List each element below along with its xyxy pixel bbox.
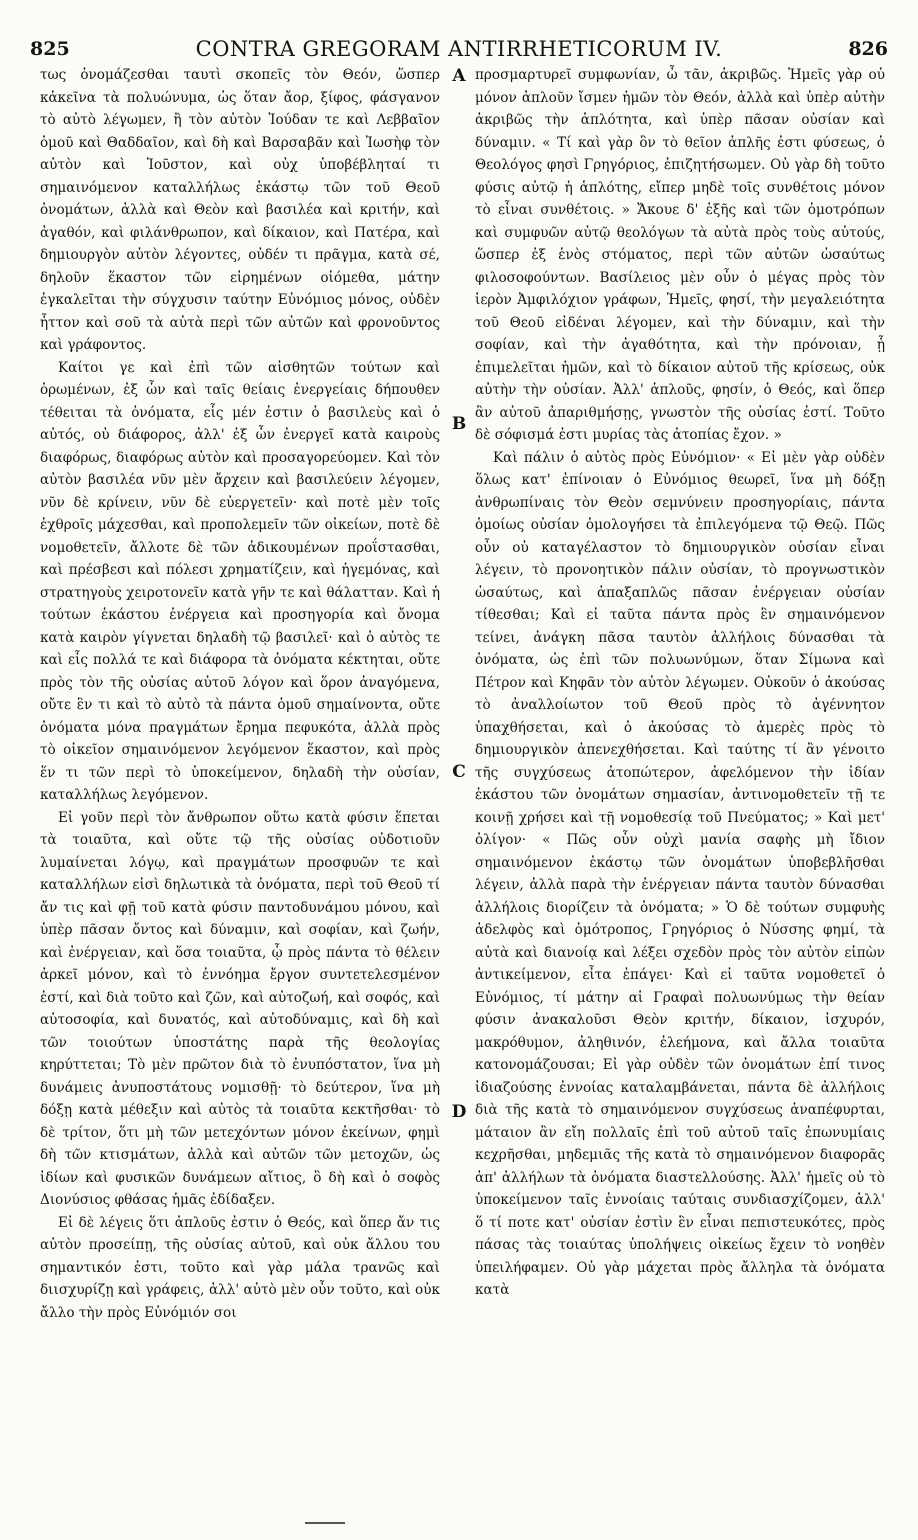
right-paragraph-1: προσμαρτυρεῖ συμφωνίαν, ὦ τᾶν, ἀκριβῶς. Ἡμεῖς γὰρ οὐ μόνον ἁπλοῦν ἴσμεν ἡμῶν τὸν Θεόν, ἀλλὰ καὶ ὑπὲρ αὐτὴν ἀκριβῶς τὴν ἁπλότητα, καὶ ὑπὲρ πᾶσαν οὐσίαν καὶ δύναμιν. « Τί καὶ γὰρ ὃν τὸ θεῖον ἁπλῆς ἐστι φύσεως, ὁ Θεολόγος φησὶ Γρηγόριος, ἐπιζητήσωμεν. Οὐ γὰρ δὴ τοῦτο φύσις αὐτῷ ἡ ἁπλότης, εἴπερ μηδὲ τοῖς συνθέτοις μόνον τὸ εἶναι συνθέτοις. » Ἄκουε δ' ἑξῆς καὶ τῶν ὁμοτρόπων καὶ συμφυῶν αὐτῷ θεολόγων τὰ αὐτὰ πρὸς τοὺς αὐτούς, ὥσπερ ἐξ ἑνὸς στόματος, περὶ τῶν αὐτῶν ὡσαύτως φιλοσοφούντων. Βασίλειος μὲν οὖν ὁ μέγας πρὸς τὸν ἱερὸν Ἀμφιλόχιον γράφων, Ἡμεῖς, φησί, τὴν μεγαλειότητα τοῦ Θεοῦ εἰδέναι λέγομεν, καὶ τὴν δύναμιν, καὶ τὴν σοφίαν, καὶ τὴν ἀγαθότητα, καὶ τὴν πρόνοιαν, ᾗ ἐπιμελεῖται ἡμῶν, καὶ τὸ δίκαιον αὐτοῦ τῆς κρίσεως, οὐκ αὐτὴν τὴν οὐσίαν. Ἀλλ' ἁπλοῦς, φησίν, ὁ Θεός, καὶ ὅπερ ἂν αὐτοῦ ἀπαριθμήσῃς, γνωστὸν τῆς οὐσίας ἐστί. Τοῦτο δὲ σόφισμά ἐστι μυρίας τὰς ἀτοπίας ἔχον. » bbox=[475, 67, 885, 443]
running-title: CONTRA GREGORAM ANTIRRHETICORUM IV. bbox=[195, 37, 723, 61]
left-paragraph-4: Εἰ δὲ λέγεις ὅτι ἁπλοῦς ἐστιν ὁ Θεός, καὶ ὅπερ ἄν τις αὐτὸν προσείπῃ, τῆς οὐσίας αὐτοῦ, καὶ οὐκ ἄλλου του σημαντικόν ἐστι, τοῦτο καὶ γὰρ μάλα τρανῶς καὶ διισχυρίζῃ καὶ γράφεις, ἀλλ' αὐτὸ μὲν οὖν τοῦτο, καὶ οὐκ ἄλλο τὴν πρὸς Εὐνόμιόν σοι bbox=[40, 1214, 440, 1321]
margin-mark-a: A bbox=[452, 66, 466, 86]
running-header bbox=[30, 34, 888, 64]
right-page-number: 826 bbox=[848, 38, 888, 60]
margin-mark-d: D bbox=[451, 1102, 467, 1122]
right-column bbox=[475, 64, 885, 1504]
left-paragraph-2: Καίτοι γε καὶ ἐπὶ τῶν αἰσθητῶν τούτων καὶ ὁρωμένων, ἐξ ὧν καὶ ταῖς θείαις ἐνεργείαις δήπουθεν τέθειται τὰ ὀνόματα, εἷς μέν ἐστιν ὁ βασιλεὺς καὶ ὁ αὐτός, οὐ διάφορος, ἀλλ' ἐξ ὧν ἐνεργεῖ κατὰ καιροὺς διαφόρως, διαφόρως αὐτὸν καὶ προσαγορεύομεν. Καὶ τὸν αὐτὸν βασιλέα νῦν μὲν ἄρχειν καὶ βασιλεύειν λέγομεν, νῦν δὲ κρίνειν, νῦν δὲ εὐεργετεῖν· καὶ ποτὲ μὲν τοῖς ἐχθροῖς μάχεσθαι, καὶ προπολεμεῖν τῶν οἰκείων, ποτὲ δὲ νομοθετεῖν, ἄλλοτε δὲ τῶν ἀδικουμένων προΐστασθαι, καὶ πρέσβεσι καὶ πόλεσι χρηματίζειν, καὶ ἡγεμόνας, καὶ στρατηγοὺς χειροτονεῖν κατὰ γῆν τε καὶ θάλατταν. Καὶ ἡ τούτων ἑκάστου ἐνέργεια καὶ προσηγορία καὶ ὄνομα κατὰ καιρὸν γίγνεται δηλαδὴ τῷ βασιλεῖ· καὶ ὁ αὐτὸς τε καὶ εἷς πολλά τε καὶ διάφορα τὰ ὀνόματα κέκτηται, οὔτε πρὸς τὸν τῆς οὐσίας αὐτοῦ λόγον καὶ ὅρον ἀναγόμενα, οὔτε ἓν τι καὶ τὸ αὐτὸ τὰ πάντα ὁμοῦ σημαίνοντα, οὔτε ὀνόματα μόνα πραγμάτων ἔρημα πεφυκότα, ἀλλὰ πρὸς τὸ οἰκεῖον σημαινόμενον λεγόμενον ἕκαστον, καὶ πρὸς ἕν τι τῶν περὶ τὸ ὑποκείμενον, δηλαδὴ τὴν οὐσίαν, καταλλήλως λεγόμενον. bbox=[40, 359, 440, 803]
footer-rule bbox=[305, 1522, 345, 1524]
left-paragraph-1: τως ὀνομάζεσθαι ταυτὶ σκοπεῖς τὸν Θεόν, ὥσπερ κἀκεῖνα τὰ πολυώνυμα, ὡς ὅταν ἄορ, ξίφος, φάσγανον τὸ αὐτὸ λέγωμεν, ἢ τὸν αὐτὸν Ἰούδαν τε καὶ Λεββαῖον ὁμοῦ καὶ Θαδδαῖον, καὶ δὴ καὶ Βαρσαβᾶν καὶ Ἰωσὴφ τὸν αὐτὸν καὶ Ἰοῦστον, καὶ οὐχ ὑποβέβληταί τι σημαινόμενον καταλλήλως ἑκάστῳ τῶν τοῦ Θεοῦ ὀνομάτων, ἀλλὰ καὶ Θεὸν καὶ βασιλέα καὶ κριτήν, καὶ ἀγαθόν, καὶ φιλάνθρωπον, καὶ δίκαιον, καὶ Πατέρα, καὶ δημιουργὸν αὐτὸν λέγοντες, οὐδέν τι πρᾶγμα, κατὰ σέ, δηλοῦν ἕκαστον τῶν εἰρημένων οἰόμεθα, μάτην ἐγκαλεῖται τὴν σύγχυσιν ταύτην Εὐνόμιος μόνος, οὐδὲν ἧττον καὶ σοῦ τὰ αὐτὰ περὶ τῶν αὐτῶν καὶ φρονοῦντος καὶ γράφοντος. bbox=[40, 67, 440, 353]
margin-mark-c: C bbox=[452, 762, 466, 782]
left-paragraph-3: Εἰ γοῦν περὶ τὸν ἄνθρωπον οὕτω κατὰ φύσιν ἕπεται τὰ τοιαῦτα, καὶ οὔτε τῷ τῆς οὐσίας οὐδοτιοῦν λυμαίνεται λόγῳ, καὶ πραγμάτων προσφυῶν τε καὶ καταλλήλων εἰσὶ δηλωτικὰ τὰ ὀνόματα, περὶ τοῦ Θεοῦ τί ἄν τις καὶ φῇ τοῦ κατὰ φύσιν παντοδυνάμου μόνου, καὶ ὑπὲρ πᾶσαν ὄντος καὶ δύναμιν, καὶ σοφίαν, καὶ ζωήν, καὶ ἐνέργειαν, καὶ ὅσα τοιαῦτα, ᾧ πρὸς πάντα τὸ θέλειν ἀρκεῖ μόνον, καὶ τὸ ἐννόημα ἔργον συντετελεσμένον ἐστί, καὶ διὰ τοῦτο καὶ ζῶν, καὶ αὐτοζωή, καὶ σοφός, καὶ αὐτοσοφία, καὶ δυνατός, καὶ αὐτοδύναμις, καὶ δὴ καὶ τῶν τοιούτων ὑποστάτης παρὰ τῆς θεολογίας κηρύττεται; Τὸ μὲν πρῶτον διὰ τὸ ἐνυπόστατον, ἵνα μὴ δυνάμεις ἀνυποστάτους νομισθῇ· τὸ δεύτερον, ἵνα μὴ δόξῃ κατὰ μέθεξιν καὶ αὐτὸς τὰ τοιαῦτα κεκτῆσθαι· τὸ δὲ τρίτον, ὅτι μὴ τῶν μετεχόντων μόνον ἐκείνων, φημὶ δὴ τῶν κτισμάτων, ἀλλὰ καὶ αὐτῶν τῶν μετοχῶν, ὡς ἰδίων καὶ φυσικῶν δυνάμεων αἴτιος, ὃ δὴ καὶ ὁ σοφὸς Διονύσιος φθάσας ἡμᾶς ἐδίδαξεν. bbox=[40, 809, 440, 1208]
left-column bbox=[40, 64, 440, 1504]
margin-mark-b: B bbox=[451, 414, 467, 434]
left-page-number: 825 bbox=[30, 38, 70, 60]
right-paragraph-2: Καὶ πάλιν ὁ αὐτὸς πρὸς Εὐνόμιον· « Εἰ μὲν γὰρ οὐδὲν ὅλως κατ' ἐπίνοιαν ὁ Εὐνόμιος θεωρεῖ, ἵνα μὴ δόξῃ ἀνθρωπίναις τὸν Θεὸν σεμνύνειν προσηγορίαις, πάντα ὁμοίως οὐσίαν ὁμολογήσει τὰ ἐπιλεγόμενα τῷ Θεῷ. Πῶς οὖν οὐ καταγέλαστον τὸ δημιουργικὸν οὐσίαν εἶναι λέγειν, τὸ προνοητικὸν πάλιν οὐσίαν, τὸ προγνωστικὸν ὡσαύτως, καὶ ἁπαξαπλῶς πᾶσαν ἐνέργειαν οὐσίαν τίθεσθαι; Καὶ εἰ ταῦτα πάντα πρὸς ἓν σημαινόμενον τείνει, ἀνάγκη πᾶσα ταυτὸν ἀλλήλοις δύνασθαι τὰ ὀνόματα, ὡς ἐπὶ τῶν πολυωνύμων, ὅταν Σίμωνα καὶ Πέτρον καὶ Κηφᾶν τὸν αὐτὸν λέγωμεν. Οὐκοῦν ὁ ἀκούσας τὸ ἀναλλοίωτον τοῦ Θεοῦ πρὸς τὸ ἀγέννητον ὑπαχθήσεται, καὶ ὁ ἀκούσας τὸ ἀμερὲς πρὸς τὸ δημιουργικὸν ἀπενεχθήσεται. Καὶ ταύτης τί ἂν γένοιτο τῆς συγχύσεως ἀτοπώτερον, ἀφελόμενον τὴν ἰδίαν ἑκάστου τῶν ὀνομάτων σημασίαν, ἀντινομοθετεῖν τῇ τε κοινῇ χρήσει καὶ τῇ νομοθεσίᾳ τοῦ Πνεύματος; » Καὶ μετ' ὀλίγον· « Πῶς οὖν οὐχὶ μανία σαφὴς μὴ ἴδιον σημαινόμενον ἑκάστῳ τῶν ὀνομάτων ὑποβεβλῆσθαι λέγειν, ἀλλὰ παρὰ τὴν ἐνέργειαν πάντα ταυτὸν δύνασθαι ἀλλήλοις διορίζειν τὰ ὀνόματα; » Ὁ δὲ τούτων συμφυὴς ἀδελφὸς καὶ ὁμότροπος, Γρηγόριος ὁ Νύσσης φημί, τὰ αὐτὰ καὶ διανοίᾳ καὶ λέξει σχεδὸν πρὸς τὸν αὐτὸν εἰπὼν ἀντικείμενον, εἶτα ἐπάγει· Καὶ εἰ ταῦτα νομοθετεῖ ὁ Εὐνόμιος, τί μάτην αἱ Γραφαὶ πολυωνύμως τὴν θείαν φύσιν ἀνακαλοῦσι Θεὸν κριτήν, δίκαιον, ἰσχυρόν, μακρόθυμον, ἀληθινόν, ἐλεήμονα, καὶ ἄλλα τοιαῦτα κατονομάζουσαι; Εἰ γὰρ οὐδὲν τῶν ὀνομάτων ἐπί τινος ἰδιαζούσης ἐννοίας καταλαμβάνεται, πάντα δὲ ἀλλήλοις διὰ τῆς κατὰ τὸ σημαινόμενον συγχύσεως ἀναπέφυρται, μάταιον ἂν εἴη πολλαῖς ἐπὶ τοῦ αὐτοῦ ταῖς ἐπωνυμίαις κεχρῆσθαι, μηδεμιᾶς τῆς κατὰ τὸ σημαινόμενον διαφορᾶς ἀπ' ἀλλήλων τὰ ὀνόματα διαστελλούσης. Ἀλλ' ἡμεῖς οὐ τὸ ὑποκείμενον ταῖς ἐννοίαις ταύταις συνδιασχίζομεν, ἀλλ' ὅ τί ποτε κατ' οὐσίαν ἐστὶν ἓν εἶναι πεπιστευκότες, πρὸς πάσας τὰς τοιαύτας ὑπολήψεις οἰκείως ἔχειν τὸ νοηθὲν ὑπειλήφαμεν. Οὐ γὰρ μάχεται πρὸς ἄλληλα τὰ ὀνόματα κατὰ bbox=[475, 449, 885, 1298]
